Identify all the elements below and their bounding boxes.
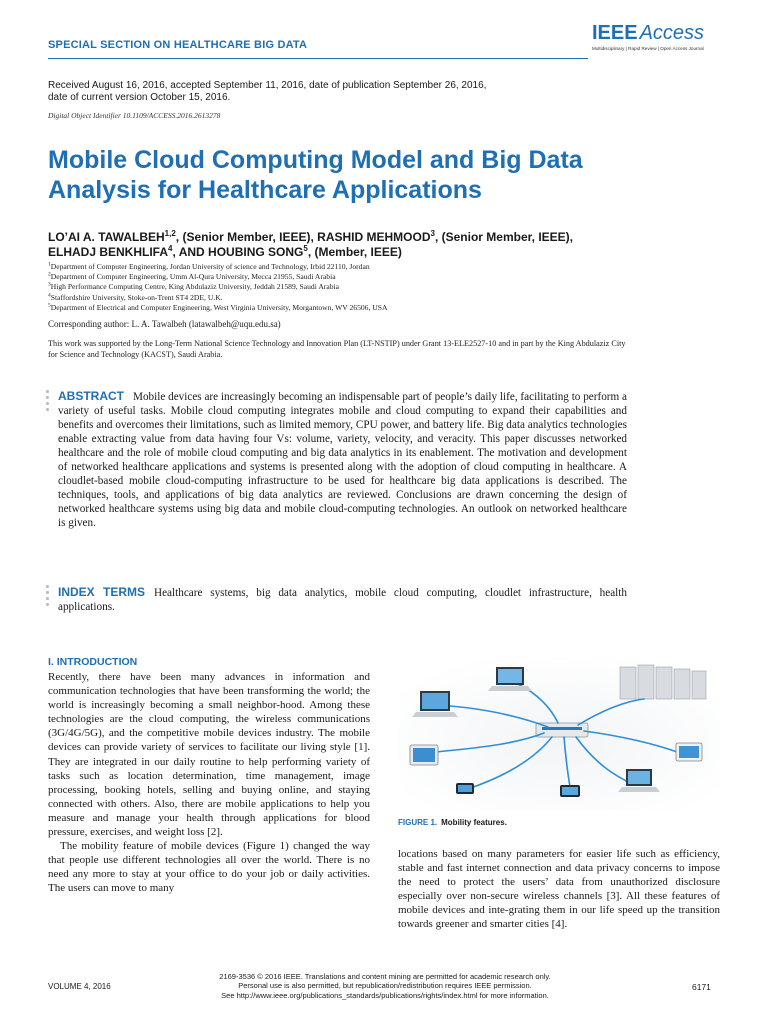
footer-volume: VOLUME 4, 2016 (48, 982, 111, 991)
affiliation-number: 1 (48, 261, 51, 268)
affiliation (48, 262, 648, 272)
author-name: HOUBING SONG (208, 245, 304, 259)
author-role: , (Member, IEEE) (307, 245, 402, 259)
author-list (48, 230, 648, 260)
current-version-line: date of current version October 15, 2016. (48, 92, 231, 103)
paragraph: Recently, there have been many advances in information and communication technologies that have been transforming the world; the world is increasingly becoming a small neighbor-hood. Among these technologies are the cloud computing, the wireless communications (3G/4G/5G), and the competitive mobile devices industry. The mobile devices can provide variety of services to facilitate our living style [1]. They are integrated in our daily routine to help performing variety of tasks such as location determination, time management, image processing, booking hotels, selling and buying online, and staying connected with others. Also, there are mobile applications to help you measure and manage your health through applications for blood pressure, exercises, and weight loss [2]. (48, 671, 370, 839)
affiliation-text: High Performance Computing Centre, King Abdulaziz University, Jeddah 21589, Saudi Arabia (50, 282, 339, 292)
affiliation (48, 272, 648, 282)
page-number: 6171 (692, 982, 711, 992)
figure-caption (398, 818, 507, 827)
logo-tagline: Multidisciplinary | Rapid Review | Open Access Journal (592, 46, 704, 51)
device-tablet-icon (676, 743, 702, 761)
author-name: ELHADJ BENKHLIFA (48, 245, 169, 259)
footer-line: See http://www.ieee.org/publications_standards/publications/rights/index.html for more information. (221, 990, 549, 1000)
abstract-text: Mobile devices are increasingly becoming an indispensable part of people’s daily life, facilitating to perform a variety of useful tasks. Mobile cloud computing integrates mobile and cloud computing to expand their capabilities and benefits and overcomes their limitations, such as limited memory, CPU power, and battery life. Big data analytics technologies enable extracting value from data having four Vs: volume, variety, velocity, and veracity. This paper discusses networked healthcare and the role of mobile cloud computing and big data analytics in its enablement. The motivation and development of networked healthcare applications and systems is presented along with the adoption of cloud computing in healthcare. A cloudlet-based mobile cloud-computing infrastructure to be used for healthcare big data applications is described. The techniques, tools, and applications of big data analytics are reviewed. Conclusions are drawn concerning the design of networked healthcare systems using big data and mobile cloud-computing technologies. An outlook on networked healthcare is given. (58, 391, 627, 529)
author-affil-sup: 1,2 (164, 229, 176, 238)
affiliation-number: 4 (48, 292, 51, 299)
device-phone-icon (560, 785, 580, 797)
abstract-label: ABSTRACT (58, 389, 124, 403)
footer-line: Personal use is also permitted, but republication/redistribution requires IEEE permission. (238, 981, 532, 991)
author-affil-sup: 3 (430, 229, 435, 238)
received-line: Received August 16, 2016, accepted September 11, 2016, date of publication September 26, 2016, (48, 80, 487, 91)
affiliation-text: Staffordshire University, Stoke-on-Trent ST4 2DE, U.K. (50, 292, 223, 302)
paragraph: The mobility feature of mobile devices (Figure 1) changed the way that people use different technologies all over the world. There is no need any more to stay at your office to do your job or daily activities. The users can move to many (48, 840, 370, 895)
affiliation-number: 2 (48, 271, 51, 278)
ieee-access-logo (592, 22, 722, 51)
paper-title (48, 145, 628, 205)
footer-line: 2169-3536 © 2016 IEEE. Translations and content mining are permitted for academic research only. (219, 972, 551, 981)
index-terms-marker-dots (46, 585, 50, 606)
doi: Digital Object Identifier 10.1109/ACCESS.2016.2613278 (48, 111, 221, 120)
author-role: , (Senior Member, IEEE), (175, 230, 318, 244)
affiliation-number: 3 (48, 281, 51, 288)
author-affil-sup: 5 (303, 244, 308, 253)
received-dates (48, 80, 508, 104)
title-line-1: Mobile Cloud Computing Model and Big Data (48, 146, 583, 174)
affiliation-number: 5 (48, 302, 51, 309)
affiliation-text: Department of Computer Engineering, Umm Al-Qura University, Mecca 21955, Saudi Arabia (50, 272, 336, 282)
figure-caption-text: Mobility features. (441, 818, 507, 827)
author-affil-sup: 4 (168, 244, 173, 253)
logo-ieee: IEEE (592, 22, 638, 44)
section-label: SPECIAL SECTION ON HEALTHCARE BIG DATA (48, 39, 308, 51)
affiliation (48, 303, 648, 313)
footer-copyright (180, 972, 590, 1000)
left-column (48, 670, 370, 896)
right-column (398, 847, 720, 932)
logo-access: Access (639, 22, 705, 44)
corresponding-author: Corresponding author: L. A. Tawalbeh (latawalbeh@uqu.edu.sa) (48, 319, 281, 329)
author-name: RASHID MEHMOOD (317, 230, 431, 244)
affiliation (48, 282, 648, 292)
author-role: , (Senior Member, IEEE), (434, 230, 574, 244)
affiliation (48, 293, 648, 303)
author-separator: , AND (172, 245, 209, 259)
device-phone-icon (456, 783, 474, 794)
funding-note: This work was supported by the Long-Term National Science Technology and Innovation Plan (LT-NSTIP) under Grant 13-ELE2527-10 and in part by the King Abdulaziz City for Science and Technology (KACST), Saudi Arabia. (48, 339, 626, 359)
index-terms (58, 585, 627, 614)
header-rule (48, 58, 588, 59)
abstract-marker-dots (46, 390, 50, 411)
device-tablet-icon (410, 745, 438, 765)
affiliations (48, 262, 648, 313)
abstract (58, 389, 627, 530)
index-terms-label: INDEX TERMS (58, 585, 145, 599)
section-heading-introduction: I. INTRODUCTION (48, 656, 138, 668)
title-line-2: Analysis for Healthcare Applications (48, 176, 482, 204)
figure-1-mobility-illustration (398, 657, 720, 810)
affiliation-text: Department of Electrical and Computer Engineering, West Virginia University, Morgantown, WV 26506, USA (50, 302, 388, 312)
paragraph: locations based on many parameters for easier life such as efficiency, stable and fast internet connection and data privacy concerns to impose the need to protect the users’ data from unauthorized disclosure especially over non-secure wireless channels [3]. All these features of mobile devices and inte-grating them in our life speed up the transition towards greener and smarter cities [4]. (398, 848, 720, 931)
affiliation-text: Department of Computer Engineering, Jordan University of science and Technology, Irbid 22110, Jordan (50, 262, 370, 271)
figure-label: FIGURE 1. (398, 818, 438, 827)
index-terms-text: Healthcare systems, big data analytics, mobile cloud computing, cloudlet infrastructure, health applications. (58, 587, 627, 613)
author-name: LO’AI A. TAWALBEH (48, 230, 165, 244)
